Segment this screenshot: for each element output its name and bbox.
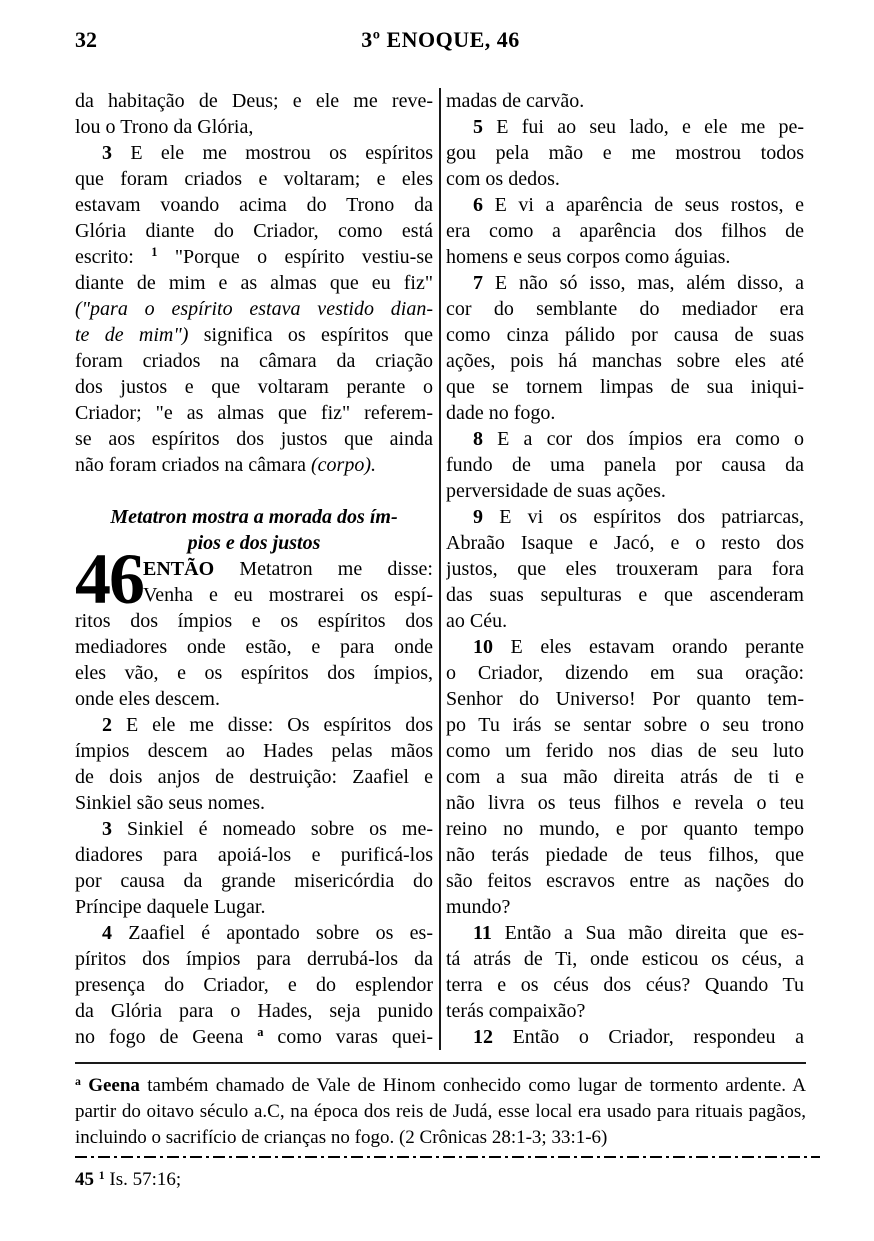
text-segment: E ele me disse: Os espíritos dos — [112, 714, 433, 736]
text-segment: da habitação de Deus; e ele me reve- — [75, 90, 433, 112]
text-line — [75, 842, 433, 868]
text-segment: 7 — [473, 272, 483, 294]
text-segment: com os dedos. — [446, 168, 560, 190]
text-line — [446, 374, 804, 400]
text-line — [75, 192, 433, 218]
text-segment: da Glória para o Hades, seja punido — [75, 1000, 433, 1022]
text-segment: foram criados na câmara da criação — [75, 350, 433, 372]
text-segment: que se tornem limpas de sua iniqui- — [446, 376, 804, 398]
text-line — [446, 920, 804, 946]
text-line — [446, 972, 804, 998]
text-line — [446, 400, 804, 426]
text-segment: 3 — [102, 142, 112, 164]
text-segment: justos, que eles trouxeram para fora — [446, 558, 804, 580]
text-line — [446, 270, 804, 296]
text-line — [446, 504, 804, 530]
text-line — [75, 478, 433, 504]
text-line — [446, 842, 804, 868]
text-segment: Criador; "e as almas que fiz" referem- — [75, 402, 433, 424]
body-columns — [75, 88, 806, 1050]
text-line — [446, 738, 804, 764]
text-segment: E a cor dos ímpios era como o — [483, 428, 804, 450]
footnote-text — [75, 1073, 806, 1151]
text-segment: escrito: — [75, 246, 152, 268]
page-title: 3º ENOQUE, 46 — [361, 27, 520, 52]
text-line — [75, 270, 433, 296]
text-segment: cor do semblante do mediador era — [446, 298, 804, 320]
footnote-separator — [75, 1062, 806, 1064]
page-number: 32 — [75, 27, 97, 52]
text-line — [75, 426, 433, 452]
text-segment: 4 — [102, 922, 112, 944]
text-line — [75, 322, 433, 348]
text-segment: ímpios descem ao Hades pelas mãos — [75, 740, 433, 762]
text-segment: homens e seus corpos como águias. — [446, 246, 731, 268]
text-line — [446, 530, 804, 556]
page-content — [75, 28, 806, 1192]
text-segment: 9 — [473, 506, 483, 528]
text-line — [446, 348, 804, 374]
text-segment: Venha e eu mostrarei os espí- — [143, 584, 433, 606]
text-segment: Zaafiel é apontado sobre os es- — [112, 922, 433, 944]
text-segment: Senhor do Universo! Por quanto tem- — [446, 688, 804, 710]
text-line — [75, 790, 433, 816]
text-segment: (corpo). — [311, 454, 376, 476]
text-line — [75, 218, 433, 244]
text-line — [446, 894, 804, 920]
text-segment: 10 — [473, 636, 493, 658]
text-line — [75, 348, 433, 374]
text-line — [75, 920, 433, 946]
text-segment: píritos dos ímpios para derrubá-los da — [75, 948, 433, 970]
text-line — [446, 868, 804, 894]
text-line — [446, 712, 804, 738]
text-line — [446, 218, 804, 244]
text-line — [446, 764, 804, 790]
text-line — [75, 660, 433, 686]
text-segment: como varas quei- — [263, 1026, 433, 1048]
column-right — [446, 88, 804, 1050]
text-segment: como cinza pálido por causa de suas — [446, 324, 804, 346]
text-line — [446, 1024, 804, 1050]
text-segment: 3 — [102, 818, 112, 840]
text-segment: diante de mim e as almas que eu fiz" — [75, 272, 433, 294]
text-segment: Geena — [88, 1075, 140, 1096]
text-segment: 45 — [75, 1169, 94, 1190]
text-line — [75, 946, 433, 972]
footnote-marker: a — [75, 1074, 81, 1088]
text-line — [75, 296, 433, 322]
text-line — [446, 608, 804, 634]
text-segment: ações, pois há manchas sobre eles até — [446, 350, 804, 372]
text-line — [75, 244, 433, 270]
text-line — [75, 140, 433, 166]
text-segment: das suas sepulturas e que ascenderam — [446, 584, 804, 606]
text-line — [75, 998, 433, 1024]
text-line — [75, 868, 433, 894]
text-segment: se aos espíritos dos justos que ainda — [75, 428, 433, 450]
text-segment: mundo? — [446, 896, 511, 918]
text-segment: te de mim") — [75, 324, 189, 346]
text-segment: E vi a aparência de seus rostos, e — [483, 194, 804, 216]
text-segment: Príncipe daquele Lugar. — [75, 896, 266, 918]
text-segment: E ele me mostrou os espíritos — [112, 142, 433, 164]
text-segment: perversidade de suas ações. — [446, 480, 666, 502]
text-segment: fundo de uma panela por causa da — [446, 454, 804, 476]
text-line — [75, 764, 433, 790]
text-segment: lou o Trono da Glória, — [75, 116, 254, 138]
text-line — [446, 322, 804, 348]
text-segment: 11 — [473, 922, 492, 944]
text-line — [446, 790, 804, 816]
crossref-separator — [75, 1156, 820, 1158]
text-segment: Sinkiel é nomeado sobre os me- — [112, 818, 433, 840]
text-line — [75, 686, 433, 712]
text-segment: também chamado de Vale de Hinom conhecido como lugar de tormento ardente. A partir do oitavo século a.C, na época dos reis de Judá, esse local era usado para rituais pagãos, incluindo o sacrifício de crianças no fogo. (2 Crônicas 28:1-3; 33:1-6) — [75, 1075, 806, 1148]
text-line — [446, 166, 804, 192]
text-segment: que foram criados e voltaram; e eles — [75, 168, 433, 190]
text-segment: pios e dos justos — [187, 532, 321, 554]
text-segment: E fui ao seu lado, e ele me pe- — [483, 116, 804, 138]
text-line — [446, 582, 804, 608]
text-line — [75, 894, 433, 920]
text-segment: madas de carvão. — [446, 90, 585, 112]
text-segment: são feitos escravos entre as nações do — [446, 870, 804, 892]
text-segment: não terás piedade de teus filhos, que — [446, 844, 804, 866]
text-segment: reino no mundo, e por quanto tempo — [446, 818, 804, 840]
text-line — [75, 634, 433, 660]
text-line — [446, 556, 804, 582]
text-line — [446, 192, 804, 218]
text-segment: dos justos e que voltaram perante o — [75, 376, 433, 398]
text-line — [75, 374, 433, 400]
text-segment: onde eles descem. — [75, 688, 220, 710]
text-segment: Is. 57:16; — [104, 1169, 182, 1190]
text-segment: 5 — [473, 116, 483, 138]
text-line — [75, 738, 433, 764]
page-header — [75, 28, 806, 52]
text-line — [446, 426, 804, 452]
text-segment: estavam voando acima do Trono da — [75, 194, 433, 216]
crossref-line — [75, 1168, 806, 1192]
text-line — [446, 946, 804, 972]
text-segment: po Tu irás se sentar sobre o seu trono — [446, 714, 804, 736]
text-segment: Sinkiel são seus nomes. — [75, 792, 265, 814]
text-segment: Metatron me disse: — [214, 558, 433, 580]
text-segment: 6 — [473, 194, 483, 216]
text-line — [75, 400, 433, 426]
text-segment: por causa da grande misericórdia do — [75, 870, 433, 892]
text-segment: significa os espíritos que — [188, 324, 433, 346]
text-segment: Metatron mostra a morada dos ím- — [110, 506, 398, 528]
text-line — [446, 634, 804, 660]
text-segment: diadores para apoiá-los e purificá-los — [75, 844, 433, 866]
text-segment: 8 — [473, 428, 483, 450]
text-segment: no fogo de Geena — [75, 1026, 258, 1048]
text-line — [75, 504, 433, 530]
text-segment: Glória diante do Criador, como está — [75, 220, 433, 242]
text-segment: como um ferido nos dias de seu luto — [446, 740, 804, 762]
text-segment: ritos dos ímpios e os espíritos dos — [75, 610, 433, 632]
text-segment: 2 — [102, 714, 112, 736]
text-segment: presença do Criador, e do esplendor — [75, 974, 433, 996]
text-segment: E eles estavam orando perante — [493, 636, 804, 658]
column-left — [75, 88, 433, 1050]
text-segment: tá atrás de Ti, onde esticou os céus, a — [446, 948, 804, 970]
text-line — [446, 296, 804, 322]
text-line — [75, 972, 433, 998]
text-segment: com a sua mão direita atrás de ti e — [446, 766, 804, 788]
text-segment: era como a aparência dos filhos de — [446, 220, 804, 242]
text-segment: eles vão, e os espíritos dos ímpios, — [75, 662, 433, 684]
text-segment: dade no fogo. — [446, 402, 556, 424]
footnote-marker: 1 — [98, 1168, 105, 1182]
text-segment: ("para o espírito estava vestido dian- — [75, 298, 433, 320]
text-line — [446, 816, 804, 842]
text-line — [75, 88, 433, 114]
text-line — [75, 452, 433, 478]
text-segment: E não só isso, mas, além disso, a — [483, 272, 804, 294]
text-segment: Então o Criador, respondeu a — [493, 1026, 804, 1048]
text-segment: mediadores onde estão, e para onde — [75, 636, 433, 658]
text-segment: de dois anjos de destruição: Zaafiel e — [75, 766, 433, 788]
text-line — [75, 166, 433, 192]
text-line — [446, 998, 804, 1024]
chapter-drop-cap: 46 — [75, 539, 143, 619]
text-line — [446, 478, 804, 504]
text-line — [446, 660, 804, 686]
text-line — [446, 686, 804, 712]
text-segment: terás compaixão? — [446, 1000, 586, 1022]
text-segment: E vi os espíritos dos patriarcas, — [483, 506, 804, 528]
footnote-marker: 1 — [151, 245, 158, 260]
text-segment: ao Céu. — [446, 610, 508, 632]
text-segment: não livra os teus filhos e revela o teu — [446, 792, 804, 814]
text-segment: o Criador, dizendo em sua oração: — [446, 662, 804, 684]
text-line — [75, 816, 433, 842]
text-segment: gou pela mão e me mostrou todos — [446, 142, 804, 164]
text-segment: "Porque o espírito vestiu-se — [157, 246, 433, 268]
text-line — [446, 452, 804, 478]
text-line — [446, 244, 804, 270]
text-segment: Abraão Isaque e Jacó, e o resto dos — [446, 532, 804, 554]
text-segment: terra e os céus dos céus? Quando Tu — [446, 974, 804, 996]
text-line — [75, 1024, 433, 1050]
text-line — [446, 88, 804, 114]
text-line — [75, 114, 433, 140]
column-divider — [439, 88, 441, 1050]
text-line — [446, 140, 804, 166]
text-segment: não foram criados na câmara — [75, 454, 311, 476]
text-segment: Então a Sua mão direita que es- — [491, 922, 804, 944]
footnote-marker: a — [257, 1025, 264, 1040]
text-segment: 12 — [473, 1026, 493, 1048]
text-line — [75, 712, 433, 738]
text-segment: ENTÃO — [143, 558, 215, 580]
text-line — [446, 114, 804, 140]
